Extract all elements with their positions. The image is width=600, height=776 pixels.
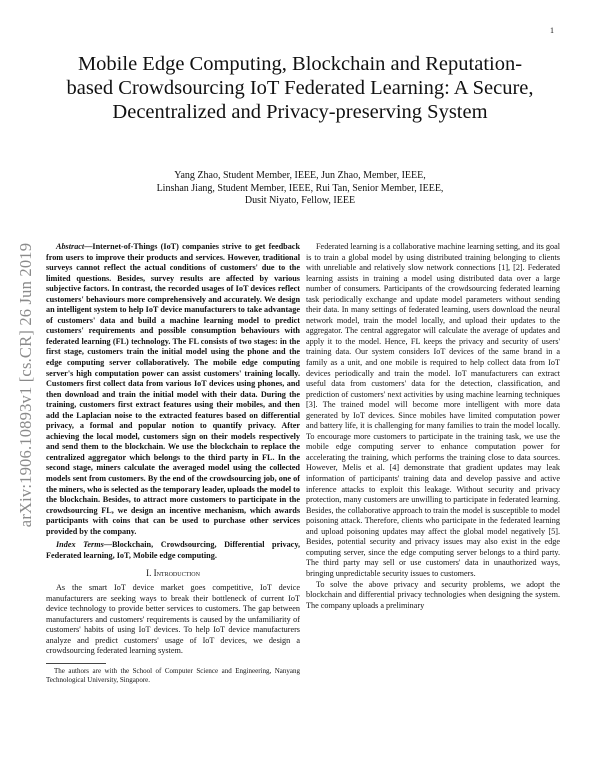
author-block [60, 170, 540, 208]
index-terms-lead: Index Terms [56, 540, 104, 550]
footnote-rule [46, 663, 106, 664]
arxiv-stamp [6, 205, 46, 565]
right-column [306, 242, 560, 611]
intro-paragraph: As the smart IoT device market goes competitive, IoT device manufacturers are seeking ways to break their bottleneck of current IoT device technology to provide better services to customers. The gap between manufacturers and customers' requirements is caused by the unfamiliarity of customers' habits of using IoT devices. To help IoT device manufacturers analyze and predict customers' usage of IoT devices, we design a crowdsourcing federated learning system. [46, 582, 300, 656]
index-terms [46, 540, 300, 561]
affiliation-footnote: The authors are with the School of Computer Science and Engineering, Nanyang Technological University, Singapore. [46, 666, 300, 684]
index-terms-text: —Blockchain, Crowdsourcing, Differential privacy, Federated learning, IoT, Mobile edge computing. [46, 540, 301, 560]
author-line-2: Linshan Jiang, Student Member, IEEE, Rui Tan, Senior Member, IEEE, [156, 182, 444, 194]
body-paragraph-1: Federated learning is a collaborative machine learning setting, and its goal is to train a global model by using distributed training belonging to clients with unreliable and relatively slow network connections [1], [2]. Federated learning assists in training a model using distributed data over a large number of consumers. Participants of the crowdsourcing federated learning task periodically exchange and update model parameters without sending their data. In many settings of federated learning, users download the neural network model, train the model locally, and upload their updates to the aggregator. The central aggregator will calculate the average of updates and apply it to the model. Hence, FL keeps the privacy and security of users' training data. Our system considers IoT devices of the same brand in a family as a unit, and one mobile is required to help collect data from IoT devices periodically and train the model. IoT manufacturers can extract useful data from customers' data for the detection, classification, and prediction of customers' next activities by using machine learning techniques [3]. The trained model will become more intelligent with more data generated by IoT devices. Since mobiles have limited computation power and battery life, it is challenging for many families to train the model locally. To encourage more customers to participate in the training task, we use the mobile edge computing server to enhance computation power for accelerating the training, which performs the training close to data sources. However, Melis et al. [4] demonstrate that gradient updates may leak information of participants' training data and develop passive and active inference attacks to exploit this leakage. Without security and privacy protection, many customers are unwilling to participate in federated learning. Besides, the collaborative approach to train the model is susceptible to model poisoning attack. Therefore, clients who participate in the federated learning and upload poisoning updates may affect the global model negatively [5]. Besides, potential security and privacy issues may also exist in the edge computing server, since the edge computing server belongs to a third party. The third party may sell or use customers' data in unauthorized ways, bringing unpredictable security issues to customers. [306, 242, 560, 578]
abstract-text: —Internet-of-Things (IoT) companies strive to get feedback from users to improve their products and services. However, traditional surveys cannot reflect the actual conditions of customers' due to the limited questions. Besides, survey results are affected by various subjective factors. In contrast, the recorded usages of IoT devices reflect customers' behaviours more comprehensively and accurately. We design an intelligent system to help IoT device manufacturers to take advantage of customers' data and build a machine learning model to predict customers' requirements and possible consumption behaviours with federated learning (FL) technology. The FL consists of two stages: in the first stage, customers train the initial model using the phone and the edge computing server collaboratively. The mobile edge computing server's high computation power can assist customers' training locally. Customers first collect data from various IoT devices using phones, and then download and train the initial model with their data. During the training, customers first extract features using their mobiles, and then add the Laplacian noise to the extracted features based on differential privacy, a formal and popular notion to quantify privacy. After achieving the local model, customers sign on their models respectively and send them to the blockchain. We use the blockchain to replace the centralized aggregator which belongs to the third party in FL. In the second stage, miners calculate the averaged model using the collected models sent from customers. By the end of the crowdsourcing job, one of the miners, who is selected as the temporary leader, uploads the model to the blockchain. Besides, to attract more customers to participate in the crowdsourcing FL, we design an incentive mechanism, which awards participants with coins that can be used to purchase other services provided by the company. [46, 242, 300, 536]
author-line-1: Yang Zhao, Student Member, IEEE, Jun Zhao, Member, IEEE, [174, 170, 426, 181]
section-heading-introduction: I. Introduction [146, 568, 200, 579]
body-paragraph-2: To solve the above privacy and security problems, we adopt the blockchain and differential privacy technologies when designing the system. The company uploads a preliminary [306, 579, 560, 610]
page-number: 1 [550, 26, 554, 35]
abstract-lead: Abstract [56, 242, 85, 251]
abstract [46, 242, 300, 537]
paper-title: Mobile Edge Computing, Blockchain and Reputation-based Crowdsourcing IoT Federated Learning: A Secure, Decentralized and Privacy-preserving System [66, 53, 534, 123]
left-column [46, 242, 300, 684]
arxiv-stamp-text: arXiv:1906.10893v1 [cs.CR] 26 Jun 2019 [16, 242, 35, 528]
author-line-3: Dusit Niyato, Fellow, IEEE [244, 195, 356, 206]
